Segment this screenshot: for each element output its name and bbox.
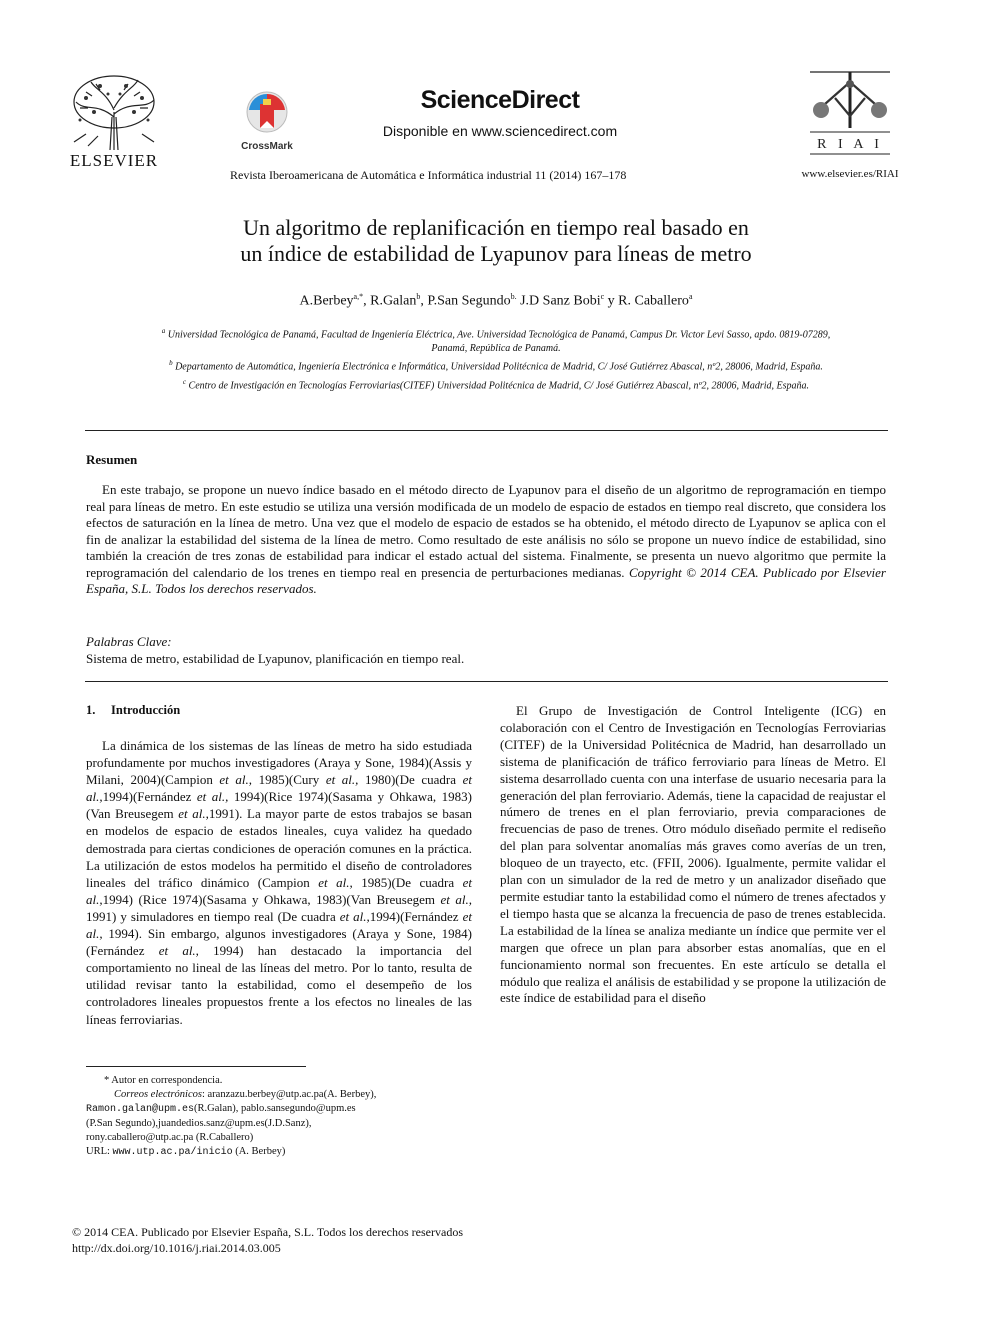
crossmark-label: CrossMark bbox=[241, 141, 293, 152]
title-line-1: Un algoritmo de replanificación en tiempo real basado en bbox=[243, 215, 749, 240]
author-name[interactable]: P.San Segundo bbox=[427, 293, 511, 309]
crossmark-icon bbox=[245, 90, 289, 134]
riai-logo bbox=[805, 70, 895, 156]
sciencedirect-title: ScienceDirect bbox=[420, 86, 580, 114]
footnotes bbox=[86, 1074, 476, 1160]
divider-bottom bbox=[85, 681, 888, 682]
author-list: A.Berbey$^{a,*}$, R.Galan$^b$, P.San Segundo$^{b.}$ J.D Sanz Bobi$^c$ y R. Caballero$^a$ bbox=[299, 292, 693, 309]
footnote-emails: Correos electrónicos: aranzazu.berbey@utp.ac.pa(A. Berbey), bbox=[114, 1089, 377, 1100]
footnote-email-line[interactable]: (P.San Segundo),juandedios.sanz@upm.es(J.D.Sanz), bbox=[86, 1118, 312, 1129]
author-name[interactable]: A.Berbey bbox=[299, 293, 354, 309]
riai-url-link[interactable]: www.elsevier.es/RIAI bbox=[801, 168, 899, 180]
page-footer bbox=[72, 1224, 672, 1256]
crossmark-badge[interactable] bbox=[238, 90, 296, 152]
author-name[interactable]: R.Galan bbox=[370, 293, 417, 309]
title-line-2: un índice de estabilidad de Lyapunov para líneas de metro bbox=[240, 241, 752, 266]
footnote-email-line[interactable]: Ramon.galan@upm.es(R.Galan), pablo.sansegundo@upm.es bbox=[86, 1103, 356, 1115]
article-title bbox=[100, 215, 892, 267]
sciencedirect-availability[interactable]: Disponible en www.sciencedirect.com bbox=[382, 123, 618, 139]
affiliation-a-cont: Panamá, República de Panamá. bbox=[431, 343, 561, 355]
abstract-body: En este trabajo, se propone un nuevo índice basado en el método directo de Lyapunov para el diseño de un algoritmo de reprogramación en tiempo real para líneas de metro. En este estudio se utiliza una versión modificada de un modelo de espacio de estados en tiempo real discreto, que considera los efectos de saturación en la línea de metro. Una vez que el modelo de espacio de estados se ha obtenido, el método directo de Lyapunov se aplica con el fin de analizar la estabilidad del sistema de la línea de metro. Como resultado de este análisis no sólo se propone un nuevo índice de estabilidad, sino también la creación de tres zonas de estabilidad para indicar el estado actual del sistema. Finalmente, se presenta un nuevo algoritmo que permite la reprogramación del calendario de los trenes en tiempo real en presencia de perturbaciones medianas. Copyright © 2014 CEA. Publicado por Elsevier España, S.L. Todos los derechos reservados. bbox=[86, 482, 886, 596]
affiliation-a: $^a$ Universidad Tecnológica de Panamá, Facultad de Ingeniería Eléctrica, Ave. Universidad Tecnológica de Panamá, Campus Dr. Victor Levi Sasso, apdo. 0819-07289, bbox=[161, 327, 831, 341]
keywords-label: Palabras Clave: bbox=[86, 634, 172, 649]
abstract-heading: Resumen bbox=[86, 452, 138, 467]
intro-paragraph: La dinámica de los sistemas de las líneas de metro ha sido estudiada profundamente por muchos investigadores (Araya y Sone, 1984)(Assis y Milani, 2004)(Campion et al., 1985)(Cury et al., 1980)(De cuadra et al.,1994)(Fernández et al., 1994)(Rice 1974)(Sasama y Ohkawa, 1983)(Van Breusegem et al.,1991). La mayor parte de estos trabajos se basan en modelos de espacio de estados lineales, cuya validez ha quedado demostrada para ciertas condiciones de operación comunes en la práctica. La utilización de estos modelos ha permitido el diseño de controladores lineales del tráfico dinámico (Campion et al., 1985)(De cuadra et al.,1994) (Rice 1974)(Sasama y Ohkawa, 1983)(Van Breusegem et al., 1991) y simuladores en tiempo real (De cuadra et al.,1994)(Fernández et al., 1994). Sin embargo, algunos investigadores (Araya y Sone, 1984)(Fernández et al., 1994) han destacado la importancia del comportamiento no lineal de las líneas del metro. Por lo tanto, resulta de utilidad revisar tanto la estabilidad, como el desempeño de los controladores lineales propuestos frente a los efectos no lineales de las líneas ferroviarias. bbox=[86, 738, 473, 1027]
riai-emblem-icon bbox=[805, 70, 895, 156]
elsevier-wordmark: ELSEVIER bbox=[69, 151, 159, 170]
author-name[interactable]: R. Caballero bbox=[618, 293, 689, 309]
footer-doi-link[interactable]: http://dx.doi.org/10.1016/j.riai.2014.03.005 bbox=[72, 1241, 281, 1255]
sciencedirect-header bbox=[340, 86, 660, 139]
footnote-corresponding: * Autor en correspondencia. bbox=[104, 1075, 223, 1086]
footnote-divider bbox=[86, 1066, 306, 1067]
affiliations bbox=[90, 324, 902, 393]
affiliation-b: $^b$ Departamento de Automática, Ingeniería Electrónica e Informática, Universidad Politécnica de Madrid, C/ José Gutiérrez Abascal, nº2, 28006, Madrid, España. bbox=[169, 359, 823, 373]
footnote-email-line[interactable]: rony.caballero@utp.ac.pa (R.Caballero) bbox=[86, 1132, 254, 1143]
journal-citation: Revista Iberoamericana de Automática e Informática industrial 11 (2014) 167–178 bbox=[230, 168, 627, 182]
footer-copyright: © 2014 CEA. Publicado por Elsevier España, S.L. Todos los derechos reservados bbox=[72, 1225, 463, 1239]
author-name[interactable]: J.D Sanz Bobi bbox=[520, 293, 601, 309]
right-column-paragraph: El Grupo de Investigación de Control Inteligente (ICG) en colaboración con el Centro de Investigación en Tecnologías Ferroviarias (CITEF) de la Universidad Politécnica de Madrid, han desarrollado un sistema de planificación de tráfico ferroviario para líneas de Metro. El sistema desarrollado cuenta con una interfase de usuario necesaria para la generación del plan ferroviario. Además, tiene la capacidad de reajustar el número de trenes en el plan ferroviario, previa comparaciones de frecuencias de paso de trenes. Otro módulo diseñado permite el rediseño del plan para solventar anomalías más graves como averías de un tren, bloqueo de un trayecto, etc. (FFII, 2006). Igualmente, permite validar el plan con un simulador de la red de metro y un analizador diseñado que permite estudiar tanto la estabilidad como el número de trenes afectados y el tiempo hasta que se alcanza la frecuencia de paso de trenes establecida. La estabilidad de la línea se analiza mediante un índice que permite ver el margen que ofrece un plan para absorber estas anomalías, que en el funcionamiento normal son frecuentes. En este artículo se detalla el módulo que realiza el análisis de estabilidad y se propone la utilización de este índice de estabilidad para el diseño bbox=[500, 703, 886, 1006]
abstract-copyright: Copyright © 2014 CEA. Publicado por Elsevier España, S.L. Todos los derechos reservados. bbox=[86, 564, 886, 596]
riai-wordmark: R I A I bbox=[817, 137, 883, 152]
section-heading-introduccion: 1. Introducción bbox=[86, 703, 181, 717]
keywords-text: Sistema de metro, estabilidad de Lyapunov, planificación en tiempo real. bbox=[86, 651, 465, 666]
divider-top bbox=[85, 430, 888, 431]
affiliation-c: $^c$ Centro de Investigación en Tecnologías Ferroviarias(CITEF) Universidad Politécnica de Madrid, C/ José Gutiérrez Abascal, nº2, 28006, Madrid, España. bbox=[182, 377, 810, 391]
footnote-url[interactable]: URL: www.utp.ac.pa/inicio (A. Berbey) bbox=[86, 1146, 286, 1158]
